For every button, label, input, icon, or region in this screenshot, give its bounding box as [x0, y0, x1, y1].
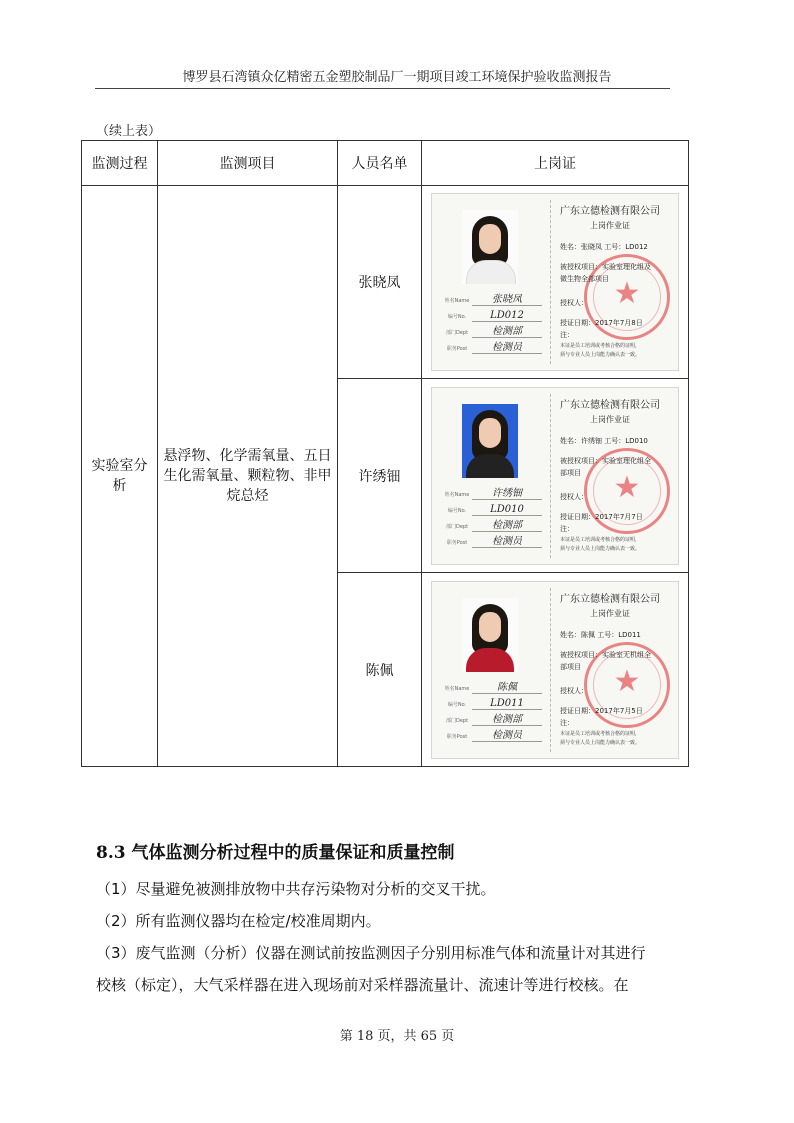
paragraph: 校核（标定），大气采样器在进入现场前对采样器流量计、流速计等进行校核。在 [96, 976, 629, 994]
field-post: 职务Post 检测员 [436, 342, 548, 354]
cert-note-line-2: 须与专业人员上岗能力确认表一致。 [560, 739, 641, 746]
cert-company: 广东立德检测有限公司 [560, 593, 660, 605]
company-seal-icon: ★ [584, 642, 670, 728]
cert-date-line: 授证日期：2017年7月8日 [560, 319, 643, 327]
certificate-cell [422, 573, 689, 767]
cert-note-line: 本证是员工培训或考核合格的证明， [560, 536, 641, 543]
table-header-row [82, 141, 689, 186]
person-name: 陈佩 [365, 662, 394, 679]
person-name-cell [338, 573, 422, 767]
cert-name-line: 姓名：张晓凤 工号：LD012 [560, 243, 648, 251]
person-name: 张晓凤 [358, 275, 401, 291]
certificate-photo-side [432, 194, 550, 370]
cert-auth-line: 被授权项目：实验室无机组全 [560, 650, 651, 659]
field-no: 编号No. LD010 [436, 504, 548, 516]
field-dept: 部门Dept 检测部 [436, 326, 548, 338]
continued-label: （续上表） [96, 124, 162, 139]
section-heading: 8.3 气体监测分析过程中的质量保证和质量控制 [96, 843, 455, 863]
certificate-card [431, 193, 679, 371]
company-seal-icon: ★ [584, 254, 670, 340]
certificate-photo-side [432, 582, 550, 758]
cert-name-line: 姓名：许绣钿 工号：LD010 [560, 436, 648, 445]
field-name: 姓名Name 陈佩 [436, 682, 548, 694]
person-name: 许绣钿 [358, 468, 401, 485]
cert-signer-line: 授权人： [560, 299, 588, 307]
cert-note: 注： [560, 331, 574, 339]
header-rule [95, 88, 670, 89]
person-name-cell [338, 186, 422, 379]
col-header-personnel: 人员名单 [338, 141, 422, 186]
certificate-photo-side [432, 388, 550, 564]
field-no: 编号No. LD012 [436, 310, 548, 322]
cert-subtitle: 上岗作业证 [590, 414, 630, 424]
paragraph: （2）所有监测仪器均在检定/校准周期内。 [96, 912, 381, 930]
cert-subtitle: 上岗作业证 [590, 221, 630, 230]
paragraph: （3）废气监测（分析）仪器在测试前按监测因子分别用标准气体和流量计对其进行 [96, 944, 646, 962]
cert-auth-line-2: 微生物全部项目 [560, 275, 609, 283]
certificate-text-side [554, 194, 678, 370]
cert-auth-line: 被授权项目：实验室理化组及 [560, 263, 651, 271]
cert-note-line-2: 须与专业人员上岗能力确认表一致。 [560, 352, 641, 358]
field-name: 姓名Name 许绣钿 [436, 488, 548, 500]
cert-signer-line: 授权人： [560, 686, 588, 695]
field-dept: 部门Dept 检测部 [436, 520, 548, 532]
page-footer: 第 18 页，共 65 页 [339, 1029, 455, 1044]
cert-note: 注： [560, 524, 574, 533]
certificate-card [431, 581, 679, 759]
process-text: 实验室分析 [91, 458, 148, 494]
field-no: 编号No. LD011 [436, 698, 548, 710]
items-text: 悬浮物、化学需氧量、五日生化需氧量、颗粒物、非甲烷总烃 [163, 448, 332, 504]
field-post: 职务Post 检测员 [436, 730, 548, 742]
cert-auth-line-2: 部项目 [560, 662, 581, 671]
table-row [82, 186, 689, 379]
cert-date-line: 授证日期：2017年7月5日 [560, 706, 643, 715]
field-dept: 部门Dept 检测部 [436, 714, 548, 726]
page-header-title: 博罗县石湾镇众亿精密五金塑胶制品厂一期项目竣工环境保护验收监测报告 [182, 70, 612, 85]
cert-auth-line-2: 部项目 [560, 468, 581, 477]
personnel-table [81, 140, 689, 767]
cert-note-line-2: 须与专业人员上岗能力确认表一致。 [560, 545, 641, 552]
col-header-items: 监测项目 [158, 141, 338, 186]
id-photo [462, 210, 518, 284]
id-photo [462, 404, 518, 478]
certificate-text-side [554, 582, 678, 758]
cert-note-line: 本证是员工培训或考核合格的证明， [560, 730, 641, 737]
cert-date-line: 授证日期：2017年7月7日 [560, 512, 643, 521]
cert-company: 广东立德检测有限公司 [560, 206, 660, 217]
cert-note: 注： [560, 718, 574, 727]
cert-signer-line: 授权人： [560, 492, 588, 501]
id-photo [462, 598, 518, 672]
cert-note-line: 本证是员工培训或考核合格的证明， [560, 343, 641, 349]
company-seal-icon: ★ [584, 448, 670, 534]
process-cell [82, 186, 158, 767]
cert-name-line: 姓名：陈佩 工号：LD011 [560, 630, 641, 639]
cert-subtitle: 上岗作业证 [590, 608, 630, 618]
certificate-cell [422, 186, 689, 379]
certificate-cell [422, 379, 689, 573]
col-header-process: 监测过程 [82, 141, 158, 186]
cert-auth-line: 被授权项目：实验室理化组全 [560, 456, 651, 465]
cert-company: 广东立德检测有限公司 [560, 399, 660, 411]
certificate-card [431, 387, 679, 565]
person-name-cell [338, 379, 422, 573]
col-header-certificate: 上岗证 [422, 141, 689, 186]
field-post: 职务Post 检测员 [436, 536, 548, 548]
paragraph: （1）尽量避免被测排放物中共存污染物对分析的交叉干扰。 [96, 880, 496, 898]
items-cell [158, 186, 338, 767]
field-name: 姓名Name 张晓凤 [436, 294, 548, 306]
certificate-text-side [554, 388, 678, 564]
